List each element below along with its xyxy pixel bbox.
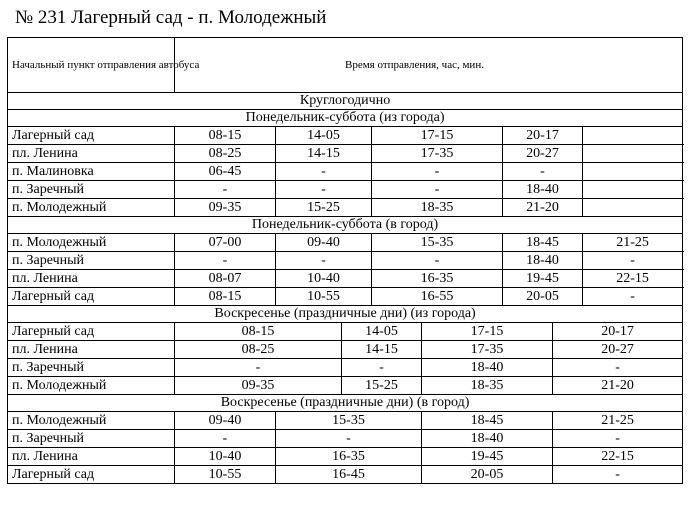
departure-time: - bbox=[276, 181, 372, 199]
stop-name: п. Молодежный bbox=[8, 199, 175, 217]
stop-name: Лагерный сад bbox=[8, 127, 175, 145]
departure-time: 22-15 bbox=[583, 270, 683, 288]
departure-time: - bbox=[372, 181, 503, 199]
table-row bbox=[8, 448, 683, 466]
departure-time: 16-55 bbox=[372, 288, 503, 306]
table-row bbox=[8, 234, 683, 252]
departure-time bbox=[583, 127, 683, 145]
departure-time: 10-40 bbox=[276, 270, 372, 288]
departure-time: 17-35 bbox=[372, 145, 503, 163]
departure-time: 18-45 bbox=[422, 412, 553, 430]
section-title: Понедельник-суббота (из города) bbox=[8, 110, 683, 127]
stop-name: п. Молодежный bbox=[8, 234, 175, 252]
table-row bbox=[8, 430, 683, 448]
stop-name: п. Заречный bbox=[8, 181, 175, 199]
departure-time: 16-45 bbox=[276, 466, 422, 484]
departure-time: 17-15 bbox=[422, 323, 553, 341]
departure-time: 14-15 bbox=[276, 145, 372, 163]
departure-time: 22-15 bbox=[553, 448, 683, 466]
departure-time: 19-45 bbox=[422, 448, 553, 466]
departure-time: 08-25 bbox=[175, 145, 276, 163]
departure-time: 18-35 bbox=[372, 199, 503, 217]
departure-time: 15-35 bbox=[372, 234, 503, 252]
departure-time: 09-35 bbox=[175, 377, 342, 395]
departure-time: 15-25 bbox=[276, 199, 372, 217]
departure-time: 20-17 bbox=[503, 127, 583, 145]
departure-time: 08-15 bbox=[175, 288, 276, 306]
section-title: Понедельник-суббота (в город) bbox=[8, 217, 683, 234]
header-row bbox=[8, 38, 683, 93]
departure-time: 08-15 bbox=[175, 127, 276, 145]
departure-time bbox=[583, 163, 683, 181]
departure-time: 09-40 bbox=[175, 412, 276, 430]
departure-time: 14-05 bbox=[276, 127, 372, 145]
departure-time: 15-25 bbox=[342, 377, 422, 395]
stop-name: Лагерный сад bbox=[8, 466, 175, 484]
departure-time: - bbox=[175, 181, 276, 199]
departure-time bbox=[583, 181, 683, 199]
stop-name: Лагерный сад bbox=[8, 288, 175, 306]
departure-time: - bbox=[372, 252, 503, 270]
departure-time: 10-40 bbox=[175, 448, 276, 466]
departure-time: 18-40 bbox=[422, 430, 553, 448]
departure-time: 18-45 bbox=[503, 234, 583, 252]
table-row bbox=[8, 127, 683, 145]
section-title: Воскресенье (праздничные дни) (в город) bbox=[8, 395, 683, 412]
departure-time: - bbox=[553, 430, 683, 448]
departure-time bbox=[583, 145, 683, 163]
departure-time: 18-35 bbox=[422, 377, 553, 395]
departure-time: 07-00 bbox=[175, 234, 276, 252]
departure-time: - bbox=[175, 359, 342, 377]
departure-time: 20-05 bbox=[422, 466, 553, 484]
departure-time: 18-40 bbox=[422, 359, 553, 377]
stop-name: п. Молодежный bbox=[8, 412, 175, 430]
table-row bbox=[8, 252, 683, 270]
departure-time: 09-40 bbox=[276, 234, 372, 252]
table-row bbox=[8, 377, 683, 395]
stop-name: пл. Ленина bbox=[8, 270, 175, 288]
departure-time: - bbox=[583, 252, 683, 270]
table-row bbox=[8, 359, 683, 377]
table-row bbox=[8, 145, 683, 163]
table-row bbox=[8, 341, 683, 359]
stop-name: Лагерный сад bbox=[8, 323, 175, 341]
stop-name: п. Заречный bbox=[8, 430, 175, 448]
table-row bbox=[8, 412, 683, 430]
departure-time: 14-05 bbox=[342, 323, 422, 341]
departure-time: - bbox=[503, 163, 583, 181]
departure-time: 10-55 bbox=[276, 288, 372, 306]
departure-time: 16-35 bbox=[276, 448, 422, 466]
departure-time: 20-27 bbox=[503, 145, 583, 163]
table-row bbox=[8, 199, 683, 217]
departure-time: 08-15 bbox=[175, 323, 342, 341]
departure-time: 09-35 bbox=[175, 199, 276, 217]
departure-time: 10-55 bbox=[175, 466, 276, 484]
stop-name: пл. Ленина bbox=[8, 145, 175, 163]
table-row bbox=[8, 323, 683, 341]
section-row bbox=[8, 110, 683, 127]
table-row bbox=[8, 288, 683, 306]
departure-time bbox=[583, 199, 683, 217]
departure-time: 16-35 bbox=[372, 270, 503, 288]
stop-name: пл. Ленина bbox=[8, 448, 175, 466]
section-row bbox=[8, 395, 683, 412]
departure-time: 19-45 bbox=[503, 270, 583, 288]
section-row bbox=[8, 306, 683, 323]
departure-time: 18-40 bbox=[503, 181, 583, 199]
table-row bbox=[8, 181, 683, 199]
departure-time: - bbox=[553, 466, 683, 484]
stop-name: пл. Ленина bbox=[8, 341, 175, 359]
header-departure-time: Время отправления, час, мин. bbox=[175, 38, 683, 93]
departure-time: - bbox=[276, 163, 372, 181]
table-row bbox=[8, 163, 683, 181]
departure-time: - bbox=[276, 252, 372, 270]
departure-time: 21-25 bbox=[553, 412, 683, 430]
departure-time: 17-35 bbox=[422, 341, 553, 359]
departure-time: 08-07 bbox=[175, 270, 276, 288]
stop-name: п. Малиновка bbox=[8, 163, 175, 181]
schedule-table bbox=[7, 37, 683, 484]
departure-time: - bbox=[175, 252, 276, 270]
departure-time: 20-27 bbox=[553, 341, 683, 359]
departure-time: - bbox=[175, 430, 276, 448]
departure-time: 17-15 bbox=[372, 127, 503, 145]
period-row bbox=[8, 93, 683, 110]
page-title: № 231 Лагерный сад - п. Молодежный bbox=[15, 7, 327, 28]
departure-time: 21-25 bbox=[583, 234, 683, 252]
departure-time: 14-15 bbox=[342, 341, 422, 359]
stop-name: п. Заречный bbox=[8, 359, 175, 377]
departure-time: 20-17 bbox=[553, 323, 683, 341]
table-row bbox=[8, 466, 683, 484]
section-row bbox=[8, 217, 683, 234]
departure-time: 18-40 bbox=[503, 252, 583, 270]
departure-time: - bbox=[276, 430, 422, 448]
table-row bbox=[8, 270, 683, 288]
departure-time: - bbox=[583, 288, 683, 306]
departure-time: 15-35 bbox=[276, 412, 422, 430]
departure-time: 20-05 bbox=[503, 288, 583, 306]
stop-name: п. Заречный bbox=[8, 252, 175, 270]
section-title: Воскресенье (праздничные дни) (из города) bbox=[8, 306, 683, 323]
stop-name: п. Молодежный bbox=[8, 377, 175, 395]
departure-time: 21-20 bbox=[553, 377, 683, 395]
period-label: Круглогодично bbox=[8, 93, 683, 110]
departure-time: 21-20 bbox=[503, 199, 583, 217]
header-departure-point: Начальный пункт отправления автобуса bbox=[8, 38, 175, 93]
departure-time: - bbox=[372, 163, 503, 181]
departure-time: 08-25 bbox=[175, 341, 342, 359]
departure-time: - bbox=[342, 359, 422, 377]
departure-time: - bbox=[553, 359, 683, 377]
departure-time: 06-45 bbox=[175, 163, 276, 181]
